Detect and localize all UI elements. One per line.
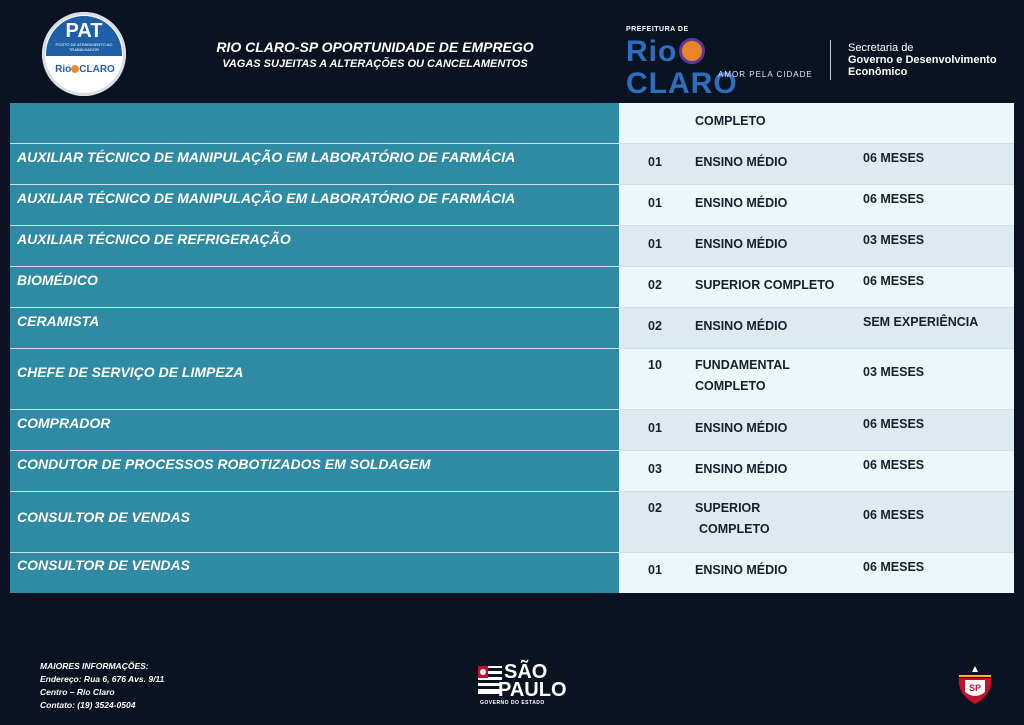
info-contact: Contato: (19) 3524-0504 [40,700,136,710]
rio-claro-name-right: CLARO [626,67,738,100]
job-details [620,103,1014,143]
experience-value: 06 MESES [863,151,925,165]
quantity-value: 02 [648,278,662,292]
table-row [10,451,1014,492]
experience-value: 06 MESES [863,458,925,472]
quantity-value: 01 [648,237,662,251]
experience-value: 06 MESES [863,274,925,288]
education-value: ENSINO MÉDIO [695,421,788,435]
job-title: BIOMÉDICO [17,272,98,288]
pat-logo-brand [54,64,116,75]
page-title-line1: RIO CLARO-SP OPORTUNIDADE DE EMPREGO [216,39,534,55]
pat-logo-brand-left: Rio [55,64,72,75]
job-details [620,492,1014,552]
table-row [10,144,1014,185]
job-title: COMPRADOR [17,415,111,431]
info-title: MAIORES INFORMAÇÕES: [40,661,149,671]
table-row [10,308,1014,349]
job-title-cell [10,267,620,307]
job-title: CONSULTOR DE VENDAS [17,557,190,573]
logo-divider [830,40,831,80]
rio-claro-logo-name [626,36,816,100]
quantity-value: 03 [648,462,662,476]
job-title: AUXILIAR TÉCNICO DE MANIPULAÇÃO EM LABORATÓRIO DE FARMÁCIA [17,190,516,206]
pat-logo-brand-right: CLARO [79,64,115,75]
location-pin-icon [679,38,705,64]
job-title: CHEFE DE SERVIÇO DE LIMPEZA [17,364,244,380]
quantity-value: 01 [648,155,662,169]
education-value: FUNDAMENTAL [695,358,790,372]
education-value-line2: COMPLETO [695,379,766,393]
quantity-value: 01 [648,563,662,577]
quantity-value: 10 [648,358,662,372]
rio-claro-logo [626,26,816,100]
table-row [10,553,1014,593]
table-row [10,349,1014,410]
experience-value: 06 MESES [863,508,925,522]
job-title: CONDUTOR DE PROCESSOS ROBOTIZADOS EM SOLDAGEM [17,456,431,472]
sp-logo-word1: SÃO [504,661,548,683]
education-value: ENSINO MÉDIO [695,563,788,577]
experience-value: 03 MESES [863,233,925,247]
job-title-cell [10,492,620,552]
experience-value: 06 MESES [863,417,925,431]
job-title: CERAMISTA [17,313,100,329]
job-details [620,267,1014,307]
education-value: SUPERIOR COMPLETO [695,278,835,292]
page-title [200,38,550,72]
sp-logo-word3: GOVERNO DO ESTADO [480,700,545,706]
education-value: ENSINO MÉDIO [695,237,788,251]
pat-logo-subtitle: POSTO DE ATENDIMENTO AO TRABALHADOR [55,42,113,52]
pat-logo-title: PAT [65,20,103,42]
education-value: ENSINO MÉDIO [695,155,788,169]
secretaria-line3: Econômico [848,66,908,78]
jobs-table [10,103,1014,593]
job-details [620,308,1014,348]
education-value: SUPERIOR [695,501,761,515]
table-row [10,267,1014,308]
experience-value: 06 MESES [863,192,925,206]
quantity-value: 01 [648,421,662,435]
sao-paulo-logo [478,661,567,708]
education-value: ENSINO MÉDIO [695,196,788,210]
job-title-cell [10,144,620,184]
secretaria-line2: Governo e Desenvolvimento [848,54,997,66]
rio-claro-slogan: AMOR PELA CIDADE [718,70,813,79]
job-details [620,226,1014,266]
job-details [620,451,1014,491]
page-title-line2: VAGAS SUJEITAS A ALTERAÇÕES OU CANCELAMENTOS [222,58,528,70]
rio-claro-name-left: Rio [626,35,678,68]
job-title-cell [10,103,620,143]
quantity-value: 01 [648,196,662,210]
table-row [10,410,1014,451]
table-row [10,103,1014,144]
table-row [10,185,1014,226]
quantity-value: 02 [648,501,662,515]
experience-value: SEM EXPERIÊNCIA [863,315,979,329]
info-district: Centro – Rio Claro [40,687,115,697]
job-details [620,553,1014,593]
job-title-cell [10,553,620,593]
table-row [10,492,1014,553]
job-details [620,144,1014,184]
info-address: Endereço: Rua 6, 676 Avs. 9/11 [40,674,165,684]
experience-value: 06 MESES [863,560,925,574]
quantity-value: 02 [648,319,662,333]
job-title-cell [10,185,620,225]
job-title-cell [10,410,620,450]
job-details [620,410,1014,450]
job-title: AUXILIAR TÉCNICO DE REFRIGERAÇÃO [17,231,291,247]
education-value-line2: COMPLETO [699,522,770,536]
education-value: COMPLETO [695,114,766,128]
job-title-cell [10,451,620,491]
sp-logo-word2: PAULO [498,679,567,701]
rio-claro-logo-prefix: PREFEITURA DE [626,26,689,33]
experience-value: 03 MESES [863,365,925,379]
secretaria-line1: Secretaria de [848,42,914,54]
job-title-cell [10,349,620,409]
svg-text:SP: SP [968,683,982,693]
job-details [620,185,1014,225]
job-title: AUXILIAR TÉCNICO DE MANIPULAÇÃO EM LABORATÓRIO DE FARMÁCIA [17,149,516,165]
job-details [620,349,1014,409]
table-row [10,226,1014,267]
pat-logo [42,12,126,96]
education-value: ENSINO MÉDIO [695,462,788,476]
job-title: CONSULTOR DE VENDAS [17,509,190,525]
contact-info [40,660,164,712]
job-title-cell [10,226,620,266]
state-seal-icon [955,664,995,706]
secretaria-label [848,42,997,78]
job-title-cell [10,308,620,348]
education-value: ENSINO MÉDIO [695,319,788,333]
